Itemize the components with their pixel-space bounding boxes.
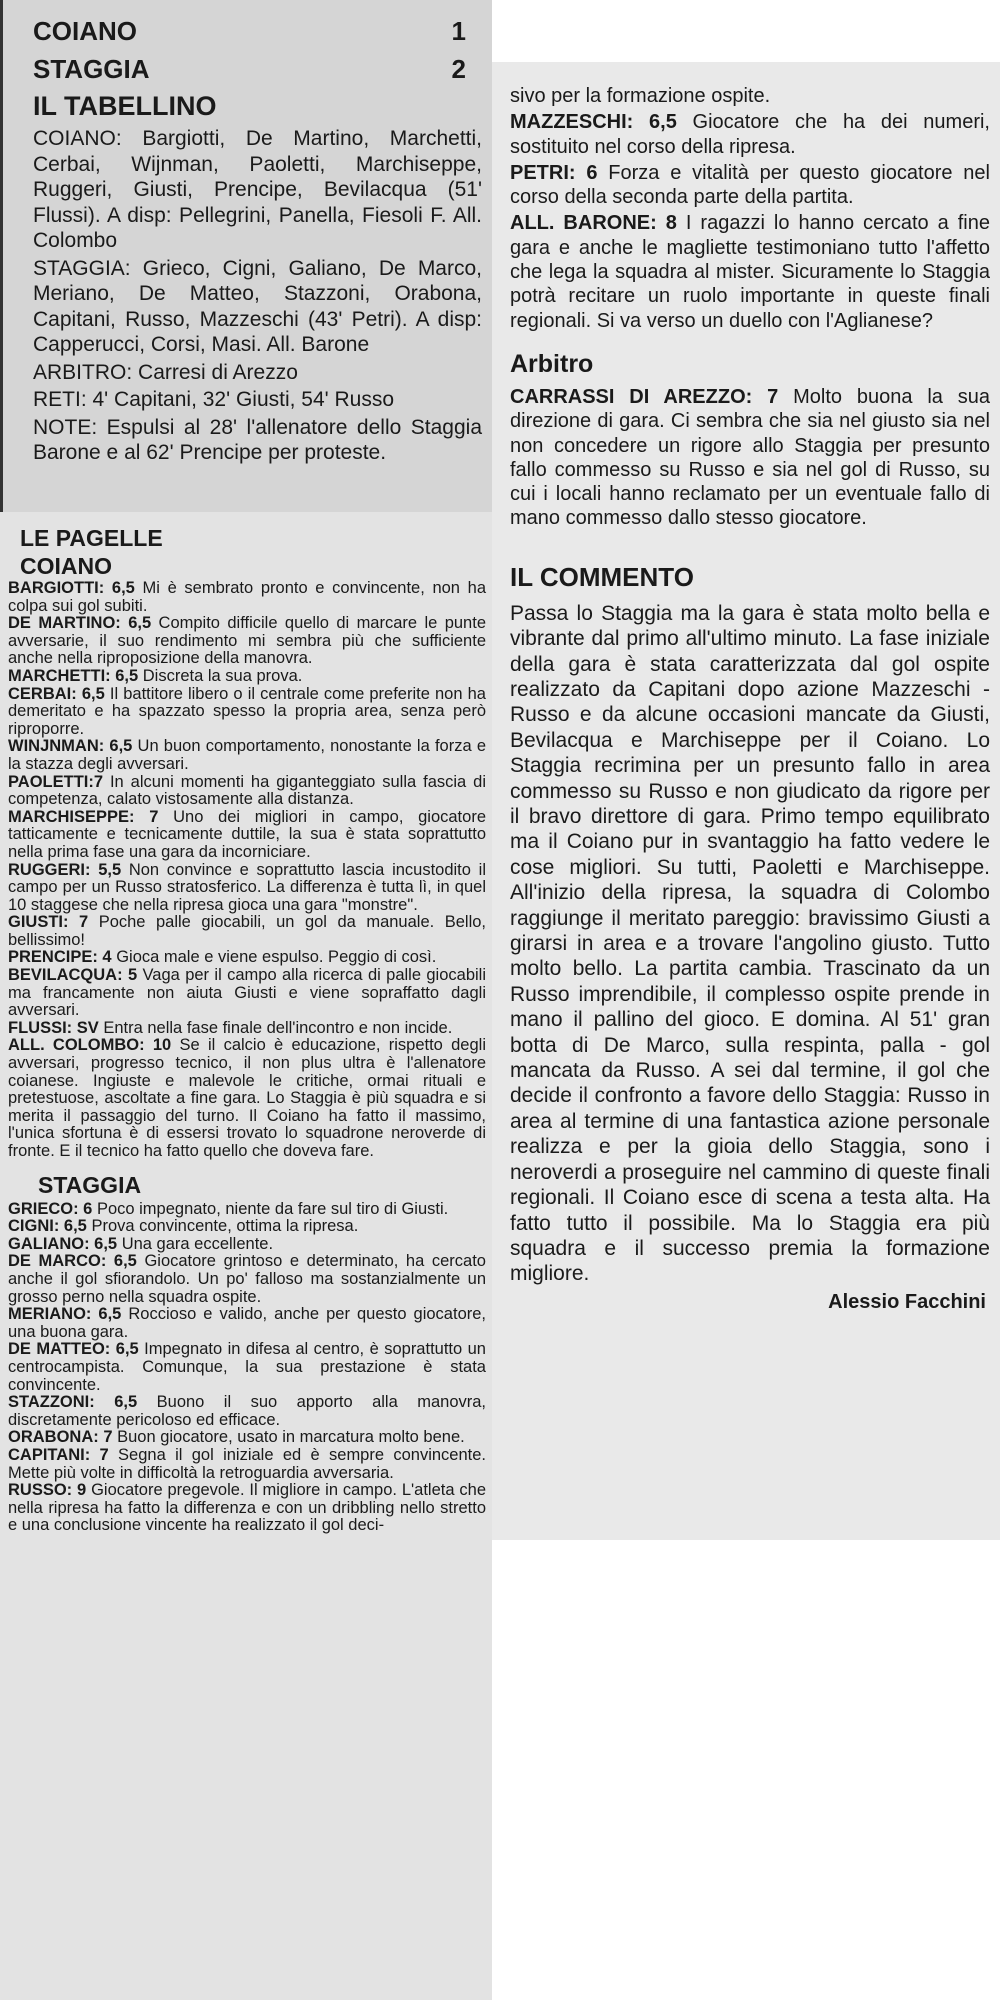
- reti-label: RETI:: [33, 388, 87, 411]
- rating-comment: Segna il gol iniziale ed è sempre convincente. Mette più volte in difficoltà la retroguardia avversaria.: [8, 1445, 487, 1482]
- home-score-row: [33, 12, 482, 50]
- tabellino-clipping: [0, 0, 492, 512]
- rating-item: [8, 1482, 486, 1535]
- rating-item: [8, 774, 486, 809]
- rating-comment: I ragazzi lo hanno cercato a fine gara e anche le magliette testimoniano tutto l'affetto che lega la squadra al mister. Sicuramente lo Staggia potrà recitare un ruolo importante in queste finali regionali. Si va verso un duello con l'Aglianese?: [510, 212, 990, 332]
- rating-comment: Giocatore che ha dei numeri, sostituito nel corso della ripresa.: [510, 111, 990, 158]
- pagelle-clipping: [0, 512, 492, 2000]
- staggia-lineup-text: Grieco, Cigni, Galiano, De Marco, Meriano, De Matteo, Stazzoni, Orabona, Capitani, Russo, Mazzeschi (43' Petri). A disp: Capperucci, Corsi, Masi. All. Barone: [33, 256, 482, 356]
- rating-player: PAOLETTI:7: [8, 772, 104, 791]
- pagelle-staggia-title: STAGGIA: [38, 1171, 142, 1198]
- rating-comment: Un buon comportamento, nonostante la forza e la stazza degli avversari.: [8, 737, 486, 773]
- staggia-lineup-label: STAGGIA:: [33, 256, 131, 280]
- rating-player: DE MATTEO: 6,5: [8, 1340, 139, 1359]
- rating-item: [8, 967, 486, 1020]
- rating-item: [510, 161, 990, 210]
- rating-player: DE MARTINO: 6,5: [8, 614, 152, 633]
- arbitro-heading: Arbitro: [510, 349, 594, 378]
- tabellino-title: IL TABELLINO: [33, 91, 217, 121]
- rating-item: [8, 1236, 486, 1254]
- referee-rating: [510, 385, 990, 531]
- commento-heading: IL COMMENTO: [510, 561, 694, 592]
- rating-item: [8, 1341, 486, 1394]
- rating-item: [510, 110, 990, 159]
- rating-item: [8, 949, 486, 967]
- rating-player: PRENCIPE: 4: [8, 948, 112, 967]
- rating-comment: Uno dei migliori in campo, giocatore tatticamente e tecnicamente duttile, la sua è stata soprattutto nella prima fase una gara da incorniciare.: [8, 807, 486, 861]
- rating-item: [8, 1394, 486, 1429]
- rating-item: [8, 1037, 486, 1160]
- rating-player: PETRI: 6: [510, 161, 598, 184]
- staggia-lineup: [33, 256, 482, 358]
- rating-player: MARCHISEPPE: 7: [8, 807, 159, 826]
- rating-player: MERIANO: 6,5: [8, 1305, 122, 1324]
- rating-player: MAZZESCHI: 6,5: [510, 111, 677, 134]
- rating-item: [8, 1218, 486, 1236]
- rating-player: GIUSTI: 7: [8, 913, 89, 932]
- reti-line: [33, 387, 482, 413]
- rating-item: [8, 615, 486, 668]
- rating-player: CAPITANI: 7: [8, 1445, 109, 1464]
- reti-text: 4' Capitani, 32' Giusti, 54' Russo: [86, 388, 395, 411]
- rating-comment: Entra nella fase finale dell'incontro e non incide.: [98, 1018, 453, 1037]
- rating-player: FLUSSI: SV: [8, 1018, 99, 1037]
- rating-item: [8, 1020, 486, 1038]
- rating-comment: In alcuni momenti ha giganteggiato sulla fascia di competenza, calato vistosamente alla distanza.: [8, 772, 486, 809]
- note-text: Espulsi al 28' l'allenatore dello Staggia Barone e al 62' Prencipe per proteste.: [33, 415, 482, 464]
- rating-comment: Forza e vitalità per questo giocatore nel corso della seconda parte della partita.: [510, 161, 990, 209]
- rating-player: RUSSO: 9: [8, 1481, 87, 1500]
- rating-item: [8, 914, 486, 949]
- rating-item: [8, 862, 486, 915]
- rating-comment: Il battitore libero o il centrale come preferite non ha demeritato e ha spazzato spesso la propria area, senza però riproporre.: [8, 684, 486, 738]
- rating-comment: Una gara eccellente.: [117, 1234, 274, 1253]
- arbitro-line: [33, 360, 482, 386]
- away-team-score: 2: [451, 54, 466, 84]
- rating-item: [510, 211, 990, 332]
- rating-player: BARGIOTTI: 6,5: [8, 579, 135, 597]
- rating-comment: Vaga per il campo alla ricerca di palle giocabili ma francamente non aiuta Giusti e viene sopraffatto dagli avversari.: [8, 966, 487, 1020]
- rating-item: [8, 738, 486, 773]
- rating-player: ALL. COLOMBO: 10: [8, 1036, 172, 1055]
- note-label: NOTE:: [33, 415, 98, 439]
- referee-name: CARRASSI DI AREZZO: 7: [510, 385, 779, 408]
- rating-player: GRIECO: 6: [8, 1199, 93, 1218]
- rating-comment: Discreta la sua prova.: [138, 666, 303, 685]
- arbitro-label: ARBITRO:: [33, 360, 133, 384]
- rating-comment: Poco impegnato, niente da fare sul tiro di Giusti.: [92, 1199, 449, 1218]
- rating-comment: Non convince e soprattutto lascia incustodito il campo per un Russo stratosferico. La differenza è tutta lì, in quel 10 staggese che nella ripresa gioca una gara "monstre".: [8, 860, 486, 914]
- referee-comment: Molto buona la sua direzione di gara. Ci sembra che sia nel giusto sia nel non concedere un rigore allo Staggia per presunto fallo commesso su Russo e sia nel gol di Russo, su cui i locali hanno reclamato per un eventuale fallo di mano commesso dallo stesso giocatore.: [510, 385, 990, 530]
- rating-comment: Impegnato in difesa al centro, è soprattutto un centrocampista. Comunque, la sua prestazione è stata convincente.: [8, 1340, 486, 1394]
- rating-comment: Poche palle giocabili, un gol da manuale. Bello, bellissimo!: [8, 913, 486, 949]
- pagelle-coiano-title: COIANO: [20, 553, 112, 579]
- rating-player: STAZZONI: 6,5: [8, 1393, 138, 1412]
- away-team-name: STAGGIA: [33, 54, 150, 84]
- home-team-name: COIANO: [33, 16, 137, 46]
- rating-player: CIGNI: 6,5: [8, 1217, 87, 1236]
- rating-comment: Se il calcio è educazione, rispetto degli avversari, progresso tecnico, il non plus ultra è l'allenatore coianese. Ingiuste e malevole le critiche, ormai rituali e pretestuose, ascoltate a fine gara. Lo Staggia è più squadra e si merita il passaggio del turno. Il Coiano ha fatto il massimo, l'unica sfortuna è di essersi trovato lo squadrone neroverde di fronte. E il tecnico ha fatto quello che doveva fare.: [8, 1036, 486, 1160]
- rating-player: ALL. BARONE: 8: [510, 212, 677, 235]
- rating-comment: Gioca male e viene espulso. Peggio di così.: [111, 948, 437, 967]
- rating-player: DE MARCO: 6,5: [8, 1252, 137, 1271]
- article-author: Alessio Facchini: [828, 1290, 986, 1313]
- arbitro-text: Carresi di Arezzo: [132, 360, 298, 384]
- rating-player: MARCHETTI: 6,5: [8, 666, 139, 685]
- rating-player: WINJNMAN: 6,5: [8, 737, 133, 756]
- coiano-lineup: [33, 126, 482, 254]
- rating-item: [8, 1201, 486, 1219]
- rating-item: [8, 1306, 486, 1341]
- commento-clipping: [492, 62, 1000, 1540]
- home-team-score: 1: [451, 16, 466, 46]
- rating-comment: Prova convincente, ottima la ripresa.: [86, 1217, 359, 1236]
- rating-comment: Roccioso e valido, anche per questo giocatore, una buona gara.: [8, 1305, 486, 1341]
- rating-item: [8, 668, 486, 686]
- rating-item: [8, 1447, 486, 1482]
- rating-comment: Mi è sembrato pronto e convincente, non ha colpa sui gol subiti.: [8, 579, 486, 615]
- rating-player: ORABONA: 7: [8, 1428, 113, 1447]
- note-line: [33, 415, 482, 466]
- coiano-lineup-label: COIANO:: [33, 127, 122, 150]
- commento-body: Passa lo Staggia ma la gara è stata molto bella e vibrante dal primo all'ultimo minuto. La fase iniziale della gara è stata caratterizzata dal gol ospite realizzato da Capitani dopo azione Mazzeschi - Russo e da alcune occasioni mancate da Giusti, Bevilacqua e Marchiseppe per il Coiano. Lo Staggia recrimina per un presunto fallo in area commesso su Russo e non giudicato da rigore per il bravo direttore di gara. Primo tempo equilibrato ma il Coiano pur in svantaggio ha fatto vedere le cose migliori. Su tutti, Paoletti e Marchiseppe. All'inizio della ripresa, la squadra di Colombo raggiunge il meritato pareggio: bravissimo Giusti a girarsi in area e a trovare l'angolino giusto. Tutto molto bello. La partita cambia. Trascinato da un Russo imprendibile, il complesso ospite prende in mano il pallino del gioco. E domina. Al 51' gran botta di De Marco, sulla respinta, palla - gol mancata da Russo. A sei dal termine, il gol che decide il confronto a favore dello Staggia: Russo in area al termine di una fantastica azione personale realizza e per la gioia dello Staggia, sono i neroverdi a proseguire nel cammino di queste finali regionali. Il Coiano esce di scena a testa alta. Ha fatto tutto il possibile. Ma lo Staggia era più squadra e il successo premia la formazione migliore.: [510, 601, 990, 1286]
- rating-comment: Giocatore pregevole. Il migliore in campo. L'atleta che nella ripresa ha fatto la differenza e con un dribbling nello stretto e una conclusione vincente ha realizzato il gol deci-: [8, 1481, 486, 1535]
- rating-item: [8, 1429, 486, 1447]
- rating-comment: Buono il suo apporto alla manovra, discretamente pericoloso ed efficace.: [8, 1393, 486, 1429]
- coiano-lineup-text: Bargiotti, De Martino, Marchetti, Cerbai, Wijnman, Paoletti, Marchiseppe, Ruggeri, Giusti, Prencipe, Bevilacqua (51' Flussi). A disp: Pellegrini, Panella, Fiesoli F. All. Colombo: [33, 127, 482, 252]
- rating-player: CERBAI: 6,5: [8, 684, 105, 703]
- rating-item: [8, 809, 486, 862]
- rating-player: GALIANO: 6,5: [8, 1234, 118, 1253]
- pagelle-title: LE PAGELLE: [20, 525, 163, 551]
- away-score-row: [33, 50, 482, 88]
- rating-comment: Compito difficile quello di marcare le punte avversarie, il suo rendimento mi sembra più che sufficiente anche nella riproposizione della manovra.: [8, 614, 486, 668]
- rating-comment: Buon giocatore, usato in marcatura molto bene.: [112, 1428, 465, 1447]
- continued-text: sivo per la formazione ospite.: [510, 85, 771, 107]
- rating-item: [8, 580, 486, 615]
- rating-player: BEVILACQUA: 5: [8, 966, 138, 985]
- rating-comment: Giocatore grintoso e determinato, ha cercato anche il gol sfiorandolo. Un po' falloso ma sostanzialmente un grosso perno nella squadra ospite.: [8, 1252, 486, 1306]
- rating-item: [8, 1253, 486, 1306]
- rating-item: [8, 686, 486, 739]
- rating-player: RUGGERI: 5,5: [8, 860, 122, 879]
